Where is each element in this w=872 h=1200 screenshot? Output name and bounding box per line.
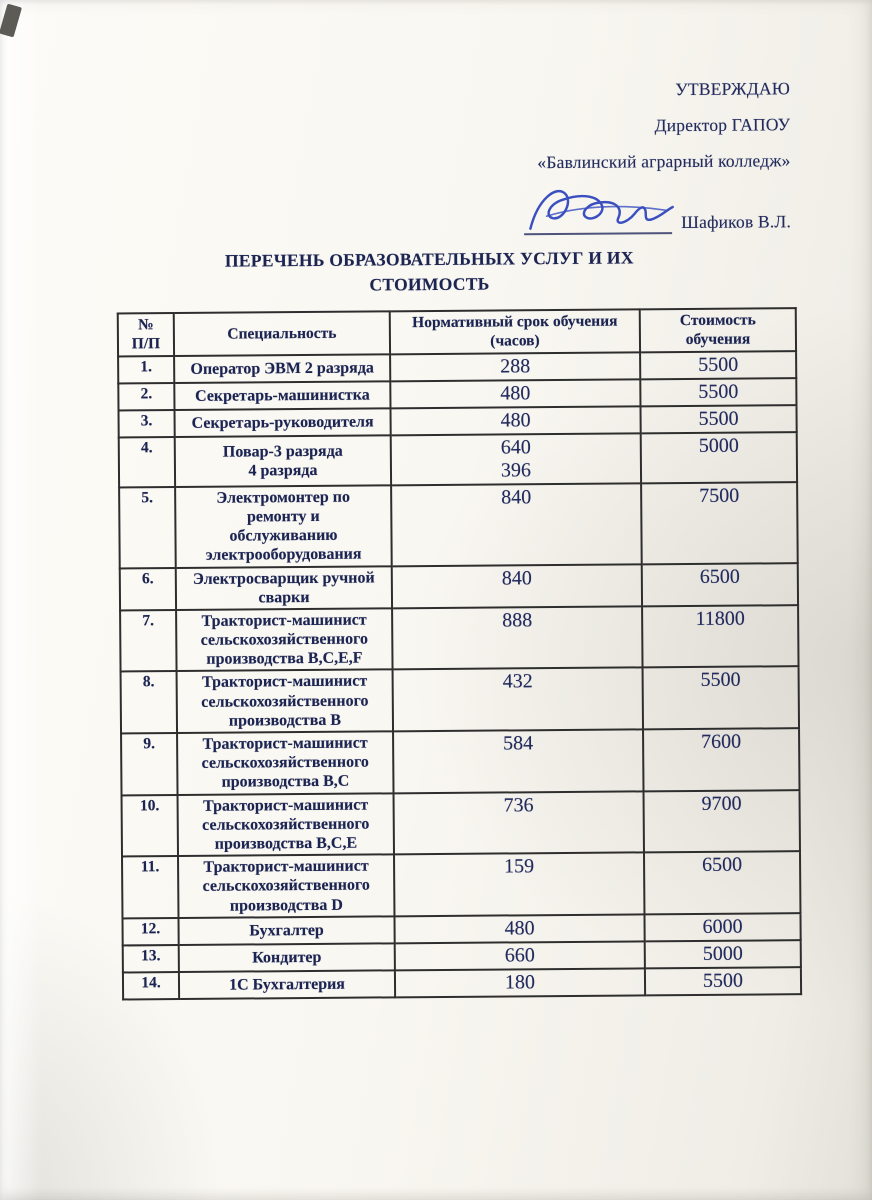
signature-icon [518,178,683,245]
row-hours: 480 [390,406,640,435]
table-row [121,667,799,734]
table-row [119,432,797,487]
row-number: 8. [121,671,177,733]
approval-block [430,77,791,236]
row-cost: 11800 [642,605,798,668]
header-specialty: Специальность [174,311,390,355]
row-cost: 7600 [643,728,799,791]
row-number: 3. [118,410,174,437]
services-table [117,307,802,1000]
row-number: 5. [119,487,176,568]
row-specialty: Тракторист-машинист сельскохозяйственного производства D [178,854,394,917]
row-hours: 660 [395,941,645,970]
row-number: 10. [122,795,178,857]
table-row [123,967,801,999]
row-hours: 288 [390,352,640,381]
table-row [122,790,800,857]
row-hours: 159 [394,852,644,916]
row-hours: 640 396 [391,433,641,485]
row-number: 14. [123,972,179,999]
table-row [121,728,799,795]
document-title: ПЕРЕЧЕНЬ ОБРАЗОВАТЕЛЬНЫХ УСЛУГ И ИХ СТОИМОСТЬ [224,247,634,295]
row-specialty: Кондитер [179,943,395,972]
header-num: № П/П [118,313,174,356]
row-cost: 5000 [645,940,801,968]
row-specialty: Электромонтер по ремонту и обслуживанию электрооборудования [175,485,392,567]
row-specialty: Секретарь-машинистка [174,381,390,410]
row-hours: 840 [392,564,642,608]
row-specialty: Тракторист-машинист сельскохозяйственного производства B [177,670,393,733]
row-number: 12. [122,918,178,945]
row-cost: 5500 [645,967,801,995]
row-specialty: Тракторист-машинист сельскохозяйственного производства B,C [177,731,393,794]
row-specialty: 1С Бухгалтерия [179,970,395,999]
table-header-row [118,308,796,356]
row-cost: 6500 [642,563,798,607]
approval-line-director: Директор ГАПОУ [654,114,791,136]
row-cost: 5000 [641,432,797,483]
header-hours: Нормативный срок обучения (часов) [390,309,640,354]
row-hours: 480 [394,914,644,943]
row-specialty: Секретарь-руководителя [174,408,390,437]
row-number: 2. [118,383,174,410]
row-cost: 9700 [644,790,800,853]
table-row [122,851,800,918]
row-specialty: Тракторист-машинист сельскохозяйственного производства B,C,E,F [176,608,392,671]
row-number: 1. [118,356,174,383]
approval-line-approve: УТВЕРЖДАЮ [675,78,791,100]
row-hours: 432 [393,668,643,732]
row-number: 13. [123,945,179,972]
approval-line-college: «Бавлинский аграрный колледж» [537,150,791,173]
row-cost: 5500 [640,405,796,433]
row-hours: 180 [395,968,645,997]
row-specialty: Тракторист-машинист сельскохозяйственного производства B,C,E [178,793,394,856]
row-specialty: Оператор ЭВМ 2 разряда [174,354,390,383]
row-number: 4. [119,437,175,487]
row-specialty: Повар-3 разряда 4 разряда [175,435,391,487]
row-specialty: Электросварщик ручной сварки [176,566,392,610]
row-number: 9. [121,733,177,795]
row-number: 11. [122,856,178,918]
row-cost: 5500 [643,667,799,730]
row-hours: 584 [393,729,643,793]
signature-line [524,190,672,235]
row-cost: 7500 [641,482,798,564]
row-cost: 6000 [644,913,800,941]
table-row [120,605,798,672]
table-row [120,563,798,611]
signature-row [431,185,791,236]
row-specialty: Бухгалтер [178,916,394,945]
table-row [119,482,798,568]
header-cost: Стоимость обучения [640,308,796,352]
row-hours: 480 [390,379,640,408]
table-body [118,351,801,999]
row-hours: 736 [394,791,644,855]
row-hours: 888 [392,606,642,670]
row-number: 6. [120,568,176,611]
row-cost: 5500 [640,378,796,406]
row-hours: 840 [391,483,642,566]
row-cost: 6500 [644,851,800,914]
signer-name: Шафиков В.Л. [681,211,792,233]
row-cost: 5500 [640,351,796,379]
row-number: 7. [120,610,176,672]
